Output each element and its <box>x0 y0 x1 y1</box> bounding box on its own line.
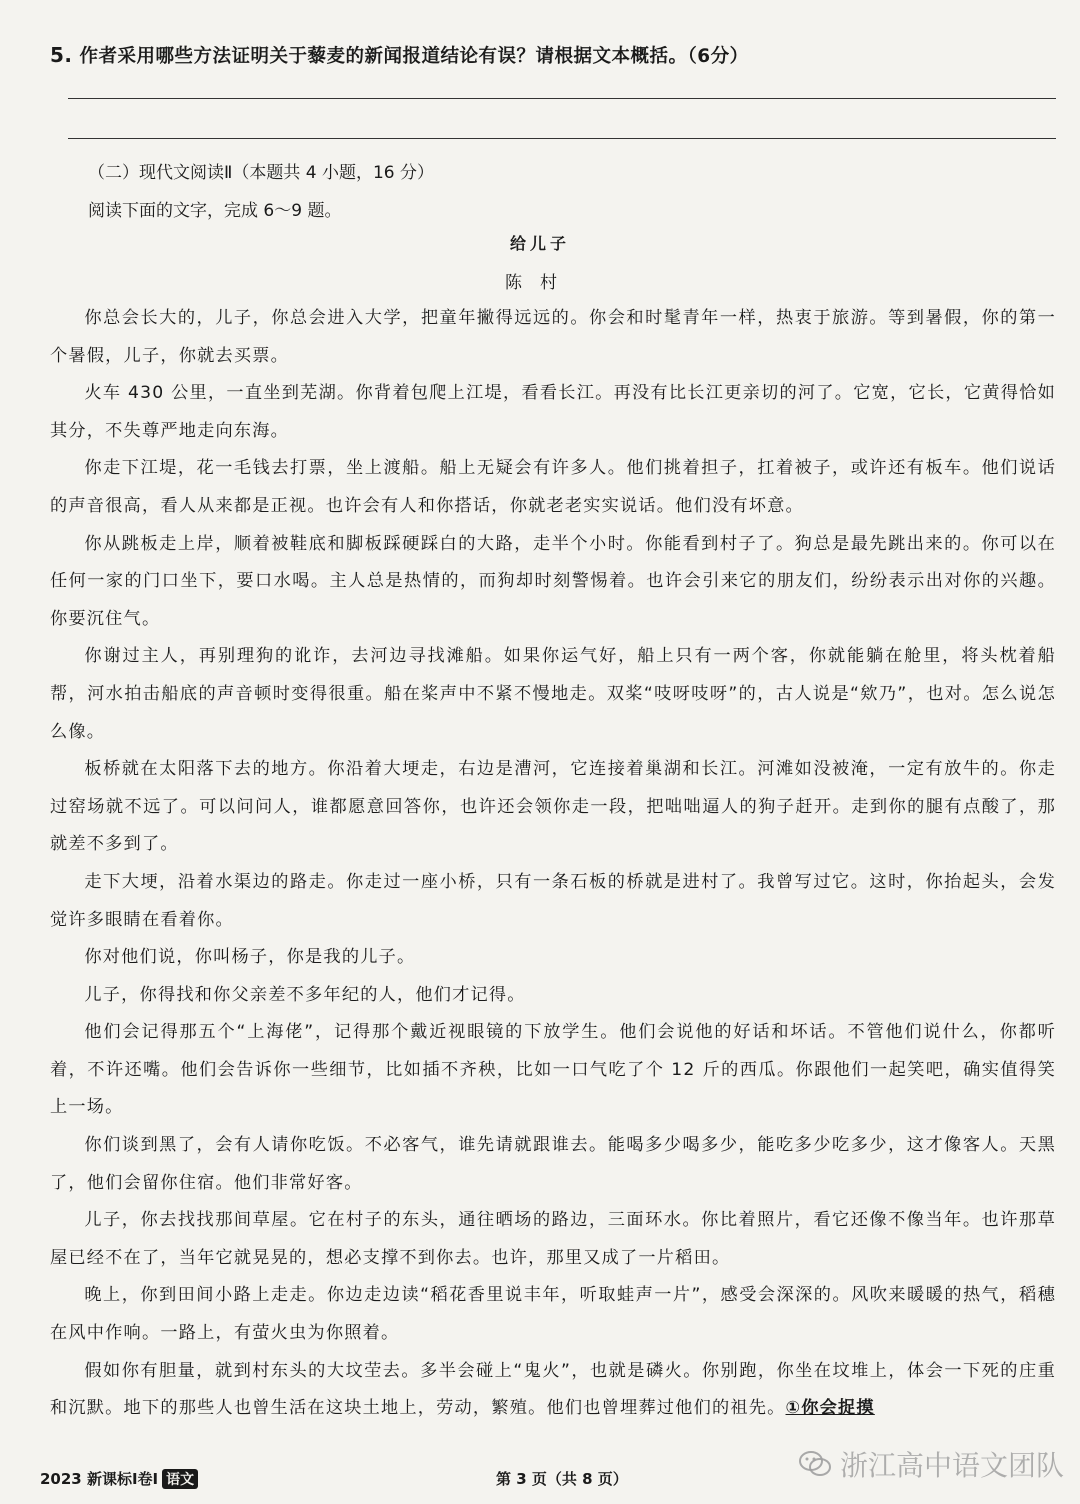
wechat-icon <box>798 1449 832 1479</box>
paragraph: 儿子，你得找和你父亲差不多年纪的人，他们才记得。 <box>84 984 526 1005</box>
article-title: 给儿子 <box>509 234 570 253</box>
question-number: 5. <box>50 43 73 67</box>
paragraph: 火车 430 公里，一直坐到芜湖。你背着包爬上江堤，看看长江。再没有比长江更亲切的河了。它宽，它长，它黄得恰如其分，不失尊严地走向东海。 <box>50 383 1056 441</box>
paragraph: 你谢过主人，再别理狗的讹诈，去河边寻找滩船。如果你运气好，船上只有一两个客，你就能躺在舱里，将头枕着船帮，河水拍击船底的声音顿时变得很重。船在桨声中不紧不慢地走。双桨“吱呀吱呀”的，古人说是“欸乃”，也对。怎么说怎么像。 <box>50 646 1056 742</box>
paragraph: 晚上，你到田间小路上走走。你边走边读“稻花香里说丰年，听取蛙声一片”，感受会深深的。风吹来暖暖的热气，稻穗在风中作响。一路上，有萤火虫为你照着。 <box>50 1285 1056 1344</box>
paragraph-last <box>50 1353 1056 1428</box>
answer-line-1[interactable] <box>68 98 1056 99</box>
paragraph: 你总会长大的，儿子，你总会进入大学，把童年撇得远远的。你会和时髦青年一样，热衷于旅游。等到暑假，你的第一个暑假，儿子，你就去买票。 <box>50 308 1056 366</box>
watermark-text: 浙江高中语文团队 <box>840 1449 1065 1482</box>
marked-sentence: ①你会捉摸 <box>785 1398 875 1419</box>
exam-name: 2023 新课标Ⅰ卷Ⅰ <box>40 1470 159 1488</box>
subject-badge: 语文 <box>162 1469 198 1489</box>
page-number: 第 3 页（共 8 页） <box>496 1470 628 1488</box>
paragraph: 儿子，你去找找那间草屋。它在村子的东头，通往晒场的路边，三面环水。你比着照片，看它还像不像当年。也许那草屋已经不在了，当年它就晃晃的，想必支撑不到你去。也许，那里又成了一片稻田。 <box>50 1210 1056 1268</box>
article-author: 陈村 <box>505 273 575 293</box>
footer-exam-label <box>40 1468 198 1489</box>
article-body <box>50 300 1056 1428</box>
paragraph: 你对他们说，你叫杨子，你是我的儿子。 <box>84 947 416 968</box>
section-instruction: 阅读下面的文字，完成 6～9 题。 <box>88 201 342 221</box>
watermark <box>798 1444 1064 1484</box>
paragraph: 板桥就在太阳落下去的地方。你沿着大埂走，右边是漕河，它连接着巢湖和长江。河滩如没被淹，一定有放牛的。你走过窑场就不远了。可以问问人，谁都愿意回答你，也许还会领你走一段，把咄咄逼人的狗子赶开。走到你的腿有点酸了，那就差不多到了。 <box>50 759 1056 855</box>
last-paragraph-text: 假如你有胆量，就到村东头的大坟茔去。多半会碰上“鬼火”，也就是磷火。你别跑，你坐在坟堆上，体会一下死的庄重和沉默。地下的那些人也曾生活在这块土地上，劳动，繁殖。他们也曾埋葬过他们的祖先。 <box>50 1360 1056 1419</box>
question-5 <box>50 42 749 68</box>
section-heading: （二）现代文阅读Ⅱ（本题共 4 小题，16 分） <box>88 163 435 183</box>
paragraph: 你们谈到黑了，会有人请你吃饭。不必客气，谁先请就跟谁去。能喝多少喝多少，能吃多少吃多少，这才像客人。天黑了，他们会留你住宿。他们非常好客。 <box>50 1135 1056 1193</box>
paragraph: 你从跳板走上岸，顺着被鞋底和脚板踩硬踩白的大路，走半个小时。你能看到村子了。狗总是最先跳出来的。你可以在任何一家的门口坐下，要口水喝。主人总是热情的，而狗却时刻警惕着。也许会引来它的朋友们，纷纷表示出对你的兴趣。你要沉住气。 <box>50 533 1056 629</box>
question-text: 作者采用哪些方法证明关于藜麦的新闻报道结论有误？请根据文本概括。（6分） <box>79 46 749 67</box>
paragraph: 走下大埂，沿着水渠边的路走。你走过一座小桥，只有一条石板的桥就是进村了。我曾写过它。这时，你抬起头，会发觉许多眼睛在看着你。 <box>50 871 1056 930</box>
paragraph: 他们会记得那五个“上海佬”，记得那个戴近视眼镜的下放学生。他们会说他的好话和坏话。不管他们说什么，你都听着，不许还嘴。他们会告诉你一些细节，比如插不齐秧，比如一口气吃了个 12 斤的西瓜。你跟他们一起笑吧，确实值得笑上一场。 <box>50 1022 1056 1118</box>
answer-line-2[interactable] <box>68 138 1056 139</box>
paragraph: 你走下江堤，花一毛钱去打票，坐上渡船。船上无疑会有许多人。他们挑着担子，扛着被子，或许还有板车。他们说话的声音很高，看人从来都是正视。也许会有人和你搭话，你就老老实实说话。他们没有坏意。 <box>50 458 1056 516</box>
